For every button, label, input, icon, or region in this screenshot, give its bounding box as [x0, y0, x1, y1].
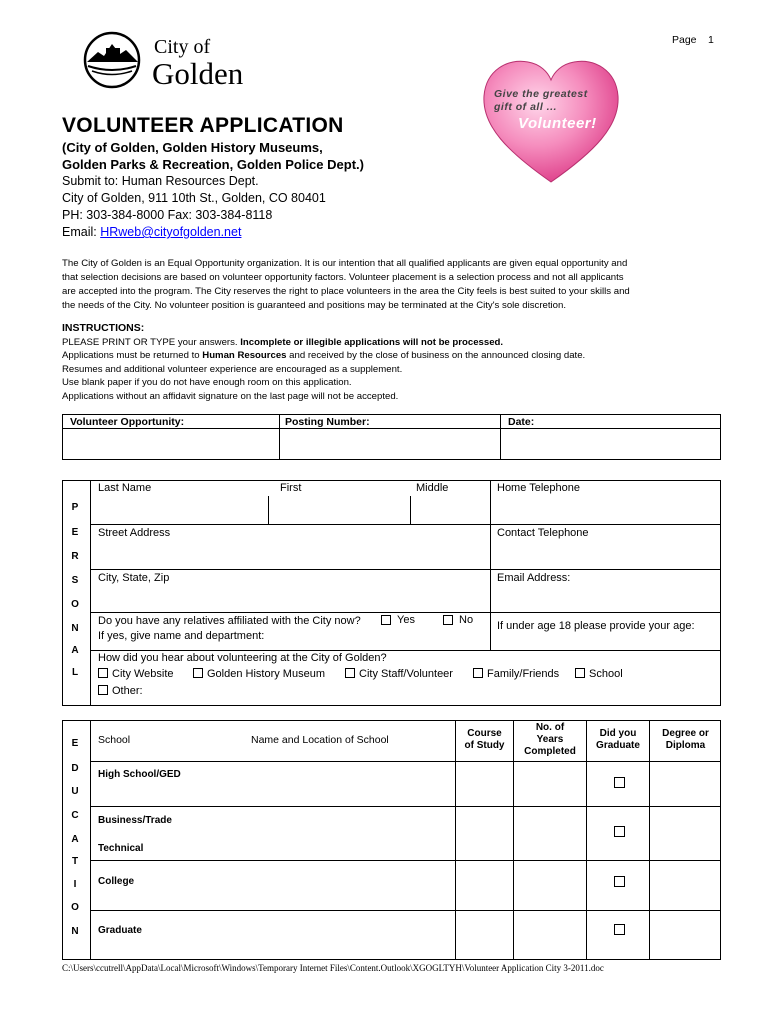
education-row-label: College	[98, 876, 135, 887]
education-letter: C	[71, 810, 79, 821]
submit-line-3: PH: 303-384-8000 Fax: 303-384-8118	[62, 208, 273, 222]
instruction-line: Applications must be returned to Human Resources and received by the close of business on the announced closing date.	[62, 350, 586, 362]
middle-name-field[interactable]	[412, 497, 488, 523]
page-label: Page	[672, 34, 697, 46]
checkbox-icon[interactable]	[345, 668, 355, 678]
education-row-label: Graduate	[98, 925, 142, 936]
hear-option-school[interactable]: School	[575, 668, 623, 680]
school-header: School	[98, 734, 131, 746]
city-state-zip-field[interactable]	[92, 586, 488, 611]
education-letter: U	[71, 786, 79, 797]
education-row-label: Business/Trade	[98, 815, 172, 826]
graduate-checkbox-graduate[interactable]	[614, 924, 625, 935]
did-you-graduate-header: Did you Graduate	[596, 728, 640, 751]
first-name-field[interactable]	[270, 497, 408, 523]
relatives-question: Do you have any relatives affiliated with the City now?	[98, 615, 361, 627]
instructions	[62, 322, 742, 404]
instruction-line: Use blank paper if you do not have enough room on this application.	[62, 377, 352, 389]
posting-number-field[interactable]	[280, 429, 499, 459]
relatives-yes-label: Yes	[397, 614, 415, 626]
checkbox-icon[interactable]	[575, 668, 585, 678]
submit-email-row	[62, 225, 241, 239]
eo-line: The City of Golden is an Equal Opportunity organization. It is our intention that all qualified applicants are given equal opportunity and	[62, 258, 628, 269]
page-title: VOLUNTEER APPLICATION	[62, 114, 344, 137]
eo-line: are accepted into the program. The City reserves the right to place volunteers in the area the City feels is best suited to your skills and	[62, 286, 630, 297]
logo-text-top: City of	[154, 36, 211, 58]
relatives-no-checkbox[interactable]	[443, 615, 453, 625]
city-seal-icon	[78, 30, 148, 90]
education-letter: N	[71, 926, 79, 937]
personal-letter: N	[71, 623, 79, 634]
eo-line: that selection decisions are based on volunteer opportunity factors. Volunteer placement is a selection process and not all applicants	[62, 272, 624, 283]
checkbox-icon[interactable]	[98, 685, 108, 695]
home-telephone-label: Home Telephone	[497, 482, 580, 494]
middle-name-label: Middle	[416, 482, 449, 494]
home-telephone-field[interactable]	[492, 497, 720, 523]
relatives-follow-up: If yes, give name and department:	[98, 630, 265, 642]
email-address-label: Email Address:	[497, 572, 571, 584]
last-name-field[interactable]	[92, 497, 266, 523]
instruction-line: Applications without an affidavit signature on the last page will not be accepted.	[62, 390, 399, 402]
hear-option-history-museum[interactable]: Golden History Museum	[193, 668, 325, 680]
city-state-zip-label: City, State, Zip	[98, 572, 170, 584]
graduate-checkbox-high-school[interactable]	[614, 777, 625, 788]
personal-letter: R	[71, 551, 79, 562]
heart-line-1: Give the greatest	[494, 88, 588, 100]
relatives-no-label: No	[459, 614, 474, 626]
checkbox-icon[interactable]	[473, 668, 483, 678]
subtitle-line-1: (City of Golden, Golden History Museums,	[62, 140, 323, 155]
date-label: Date:	[508, 416, 535, 428]
posting-number-label: Posting Number:	[285, 416, 370, 428]
first-name-label: First	[280, 482, 302, 494]
personal-letter: P	[71, 502, 79, 513]
education-letter: I	[73, 879, 77, 890]
graduate-checkbox-college[interactable]	[614, 876, 625, 887]
instruction-line: PLEASE PRINT OR TYPE your answers. Incomplete or illegible applications will not be processed.	[62, 336, 504, 348]
volunteer-opportunity-field[interactable]	[63, 429, 278, 459]
logo	[78, 30, 253, 92]
personal-letter: L	[71, 667, 79, 678]
contact-telephone-field[interactable]	[492, 541, 720, 568]
education-letter: D	[71, 763, 79, 774]
education-letter: A	[71, 834, 79, 845]
heart-line-2: gift of all ...	[494, 101, 557, 113]
hear-option-city-website[interactable]: City Website	[98, 668, 174, 680]
contact-telephone-label: Contact Telephone	[497, 527, 589, 539]
equal-opportunity-paragraph	[62, 257, 722, 313]
under-18-label: If under age 18 please provide your age:	[497, 620, 695, 632]
education-letter: O	[71, 902, 79, 913]
checkbox-icon[interactable]	[193, 668, 203, 678]
hear-option-family[interactable]: Family/Friends	[473, 668, 559, 680]
street-address-label: Street Address	[98, 527, 171, 539]
logo-text-bottom: Golden	[152, 56, 244, 91]
subtitle-line-2: Golden Parks & Recreation, Golden Police Dept.)	[62, 157, 364, 172]
education-letter: T	[71, 856, 79, 867]
volunteer-opportunity-label: Volunteer Opportunity:	[70, 416, 185, 428]
course-of-study-header: Course of Study	[464, 728, 505, 751]
graduate-checkbox-business-trade[interactable]	[614, 826, 625, 837]
hear-option-other[interactable]: Other:	[98, 685, 143, 697]
checkbox-icon[interactable]	[98, 668, 108, 678]
personal-letter: E	[71, 527, 79, 538]
email-label: Email:	[62, 225, 101, 239]
personal-letter: S	[71, 575, 79, 586]
volunteer-heart	[478, 56, 624, 186]
last-name-label: Last Name	[98, 482, 152, 494]
date-field[interactable]	[501, 429, 720, 459]
degree-diploma-header: Degree or Diploma	[662, 728, 709, 751]
personal-letter: O	[71, 599, 79, 610]
instruction-line: Resumes and additional volunteer experience are encouraged as a supplement.	[62, 363, 403, 375]
heart-line-3: Volunteer!	[518, 115, 597, 132]
years-completed-header: No. of Years Completed	[524, 722, 576, 757]
education-row-label: High School/GED	[98, 769, 181, 780]
footer-file-path: C:\Users\ccutrell\AppData\Local\Microsoft\Windows\Temporary Internet Files\Content.Outlook\XGOGLTYH\Volunteer Application City 3-2011.doc	[62, 963, 604, 973]
name-location-header: Name and Location of School	[251, 734, 389, 746]
personal-letter: A	[71, 645, 79, 656]
email-link[interactable]: HRweb@cityofgolden.net	[100, 225, 242, 239]
education-letter: E	[71, 738, 79, 749]
email-address-field[interactable]	[492, 586, 720, 611]
hear-option-staff[interactable]: City Staff/Volunteer	[345, 668, 453, 680]
street-address-field[interactable]	[92, 541, 488, 568]
relatives-yes-checkbox[interactable]	[381, 615, 391, 625]
instructions-heading: INSTRUCTIONS:	[62, 322, 145, 334]
education-row-label: Technical	[98, 843, 144, 854]
eo-line: the needs of the City. No volunteer position is guaranteed and positions may be terminated at the City's sole discretion.	[62, 300, 567, 311]
hear-about-question: How did you hear about volunteering at the City of Golden?	[98, 652, 387, 664]
submit-line-1: Submit to: Human Resources Dept.	[62, 174, 259, 188]
page-number: 1	[708, 34, 714, 46]
submit-line-2: City of Golden, 911 10th St., Golden, CO 80401	[62, 191, 326, 205]
